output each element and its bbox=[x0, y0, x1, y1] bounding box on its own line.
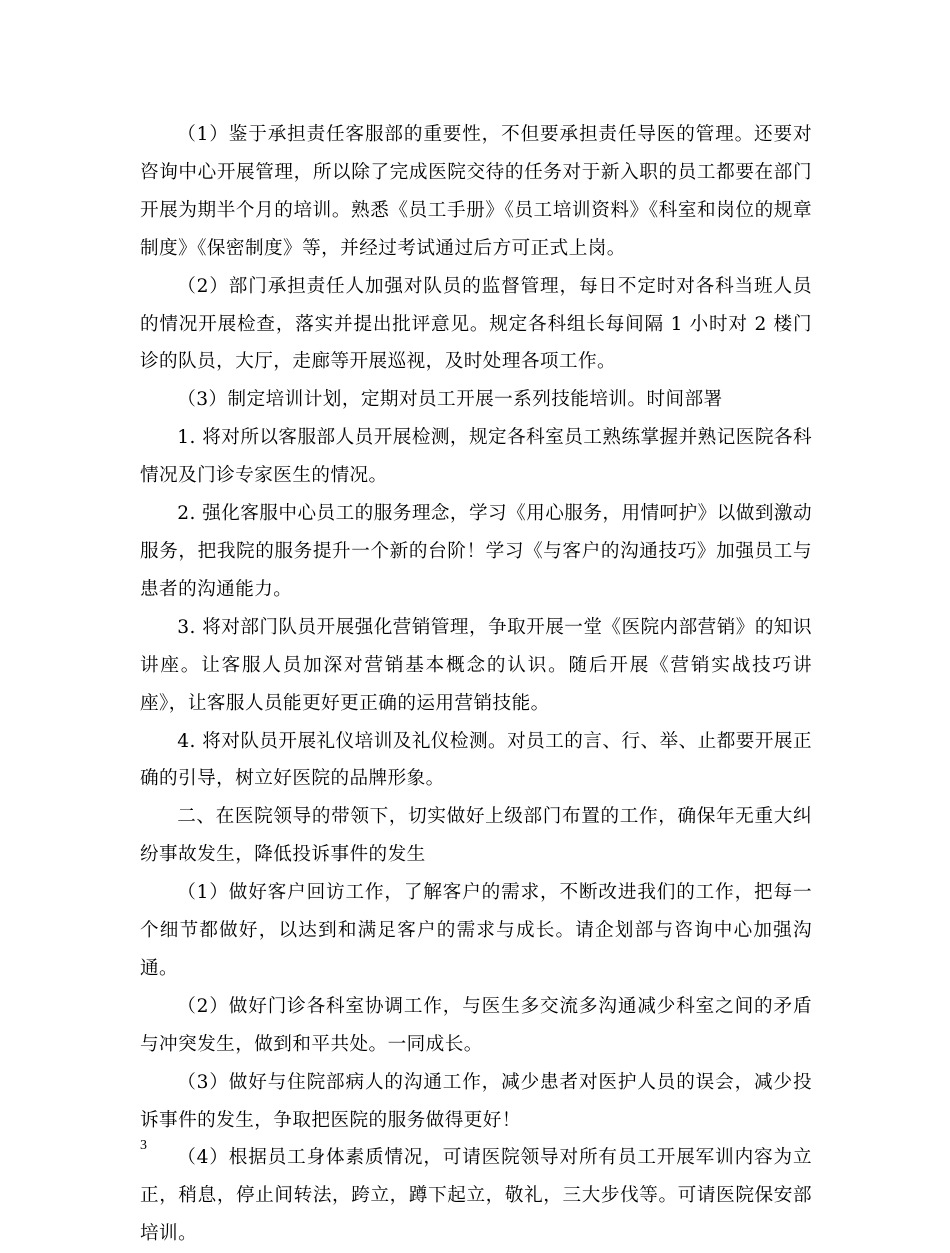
body-text bbox=[140, 116, 812, 1253]
paragraph: （2）部门承担责任人加强对队员的监督管理，每日不定时对各科当班人员的情况开展检查，落实并提出批评意见。规定各科组长每间隔 1 小时对 2 楼门诊的队员，大厅，走廊等开展巡视，及时处理各项工作。 bbox=[140, 275, 812, 373]
paragraph: 2. 强化客服中心员工的服务理念，学习《用心服务，用情呵护》以做到激动服务，把我院的服务提升一个新的台阶！学习《与客户的沟通技巧》加强员工与患者的沟通能力。 bbox=[140, 503, 812, 600]
paragraph: 二、在医院领导的带领下，切实做好上级部门布置的工作，确保年无重大纠纷事故发生，降低投诉事件的发生 bbox=[140, 806, 812, 866]
paragraph: 3. 将对部门队员开展强化营销管理，争取开展一堂《医院内部营销》的知识讲座。让客服人员加深对营销基本概念的认识。随后开展《营销实战技巧讲座》，让客服人员能更好更正确的运用营销技能。 bbox=[140, 616, 812, 714]
paragraph: 4. 将对队员开展礼仪培训及礼仪检测。对员工的言、行、举、止都要开展正确的引导，树立好医院的品牌形象。 bbox=[140, 730, 812, 790]
paragraph: （4）根据员工身体素质情况，可请医院领导对所有员工开展军训内容为立正，稍息，停止间转法，跨立，蹲下起立，敬礼，三大步伐等。可请医院保安部培训。 bbox=[140, 1147, 812, 1245]
paragraph: （1）鉴于承担责任客服部的重要性，不但要承担责任导医的管理。还要对咨询中心开展管理，所以除了完成医院交待的任务对于新入职的员工都要在部门开展为期半个月的培训。熟悉《员工手册》《员工培训资料》《科室和岗位的规章制度》《保密制度》等，并经过考试通过后方可正式上岗。 bbox=[140, 124, 812, 259]
page-number: 3 bbox=[140, 1138, 147, 1153]
paragraph: （2）做好门诊各科室协调工作，与医生多交流多沟通减少科室之间的矛盾与冲突发生，做到和平共处。一同成长。 bbox=[140, 995, 812, 1055]
paragraph: （1）做好客户回访工作，了解客户的需求，不断改进我们的工作，把每一个细节都做好，以达到和满足客户的需求与成长。请企划部与咨询中心加强沟通。 bbox=[140, 882, 812, 979]
paragraph: （3）制定培训计划，定期对员工开展一系列技能培训。时间部署 bbox=[177, 389, 723, 411]
paragraph: 1. 将对所以客服部人员开展检测，规定各科室员工熟练掌握并熟记医院各科情况及门诊专家医生的情况。 bbox=[140, 427, 812, 487]
paragraph: （3）做好与住院部病人的沟通工作，减少患者对医护人员的误会，减少投诉事件的发生，争取把医院的服务做得更好！ bbox=[140, 1071, 812, 1131]
